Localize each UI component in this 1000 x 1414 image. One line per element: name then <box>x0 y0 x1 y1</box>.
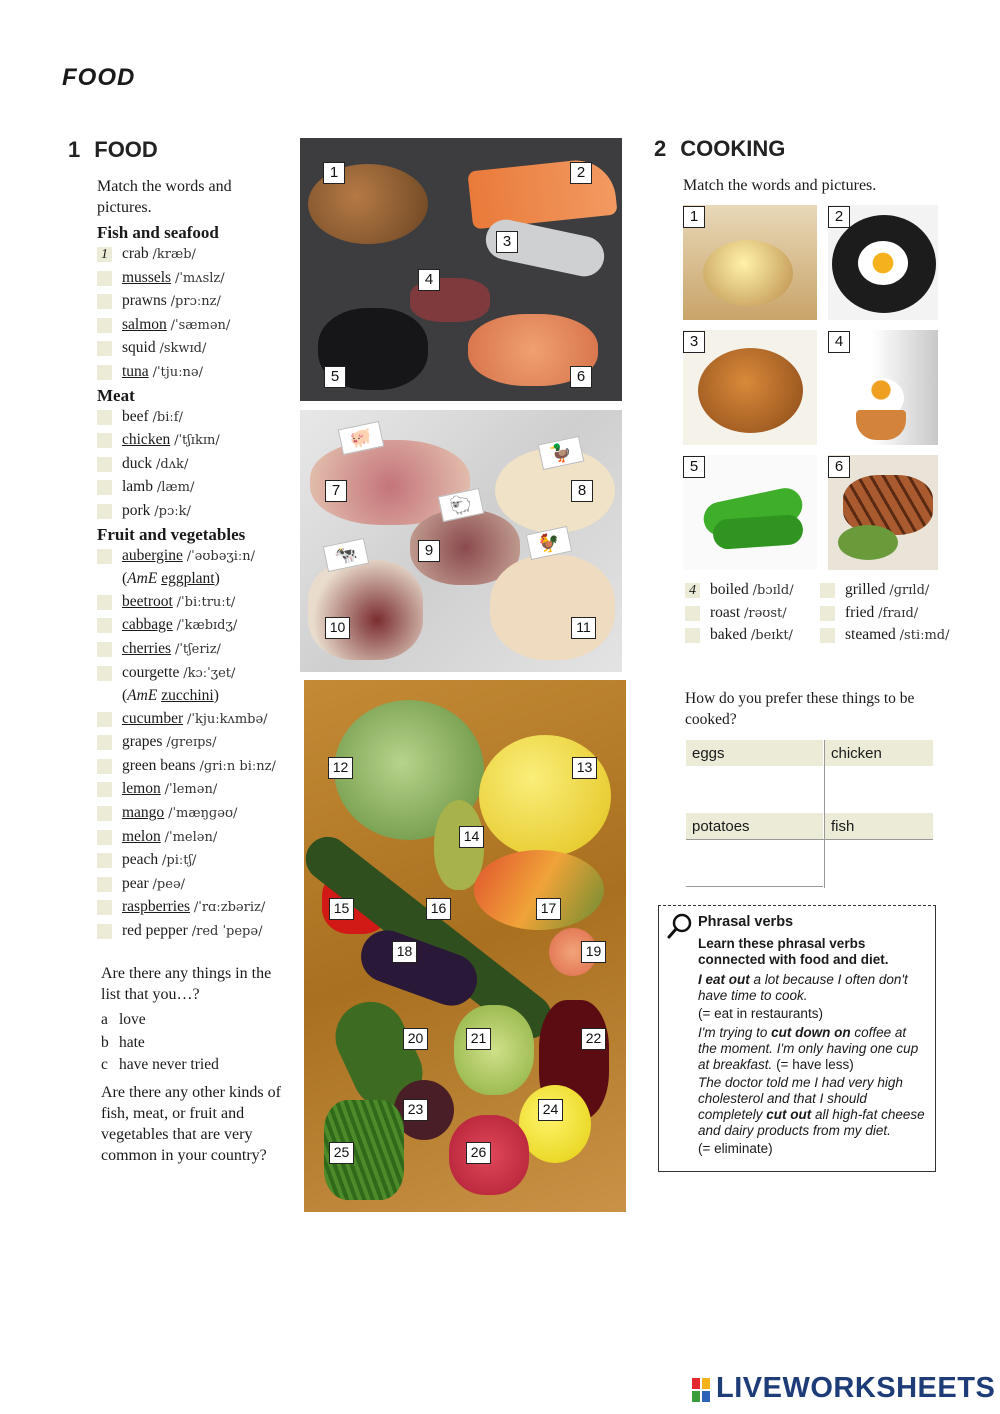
phrasal-verbs-title: Phrasal verbs <box>698 914 794 930</box>
picture-number-7: 7 <box>325 480 347 502</box>
picture-number-20: 20 <box>403 1028 428 1050</box>
answer-box[interactable] <box>97 735 112 750</box>
cow-icon: 🐄 <box>323 538 369 572</box>
salmon-shape <box>467 157 617 230</box>
pronunciation: /dʌk/ <box>156 456 189 472</box>
vocab-word: duck <box>122 454 153 472</box>
pronunciation: /ˈrɑːzbəriz/ <box>193 900 266 916</box>
pronunciation: /ˈtjuːnə/ <box>152 364 203 380</box>
list-item <box>97 638 287 662</box>
vocab-word: tuna <box>122 362 149 380</box>
answer-box[interactable] <box>97 433 112 448</box>
list-item <box>97 778 287 802</box>
list-item <box>97 920 287 944</box>
picture-number-14: 14 <box>459 826 484 848</box>
picture-number-25: 25 <box>329 1142 354 1164</box>
pronunciation: /biːf/ <box>152 409 183 425</box>
answer-box[interactable] <box>97 480 112 495</box>
questions-panel <box>101 963 291 1166</box>
cooking-word-grilled: grilled /ɡrɪld/ <box>820 579 929 603</box>
cooking-section-title: COOKING <box>680 136 786 161</box>
phrasal-example-2: I'm trying to cut down on coffee at the moment. I'm only having one cup at breakfast. (= have less) <box>698 1025 919 1072</box>
fruit-list-a <box>97 591 287 662</box>
vocab-word: lamb <box>122 478 153 496</box>
picture-number-5: 5 <box>324 366 346 388</box>
list-item: courgette /kɔːˈʒet/ (AmE zucchini) <box>97 662 297 708</box>
pronunciation: /red ˈpepə/ <box>191 924 263 940</box>
vocab-word: raspberries <box>122 898 190 916</box>
fish-list <box>97 243 287 385</box>
options-list <box>101 1009 291 1077</box>
pronunciation: /ˈtʃeriz/ <box>174 641 221 657</box>
answer-area-potatoes[interactable] <box>686 842 823 884</box>
picture-number-6: 6 <box>828 456 850 478</box>
food-section-title: FOOD <box>94 137 158 162</box>
option-b: b hate <box>101 1033 145 1051</box>
answer-box[interactable] <box>820 606 835 621</box>
picture-number-10: 10 <box>325 617 350 639</box>
list-item <box>97 849 287 873</box>
pronunciation: /prɔːnz/ <box>170 294 221 310</box>
vocab-word: beef <box>122 407 149 425</box>
list-item <box>97 476 287 500</box>
pig-icon: 🐖 <box>338 421 384 455</box>
vocab-word: salmon <box>122 315 167 333</box>
picture-number-12: 12 <box>328 757 353 779</box>
answer-box[interactable] <box>97 900 112 915</box>
answer-box[interactable] <box>97 410 112 425</box>
fish-heading: Fish and seafood <box>97 223 219 242</box>
vocab-word: pork <box>122 501 151 519</box>
list-item <box>97 243 287 267</box>
answer-box[interactable] <box>97 712 112 727</box>
list-item <box>97 873 287 897</box>
vocab-word: prawns <box>122 292 167 310</box>
option-a: a love <box>101 1011 146 1028</box>
answer-area-chicken[interactable] <box>825 770 933 810</box>
list-item <box>97 708 287 732</box>
option-c: c have never tried <box>101 1056 219 1074</box>
vocab-word: green beans <box>122 756 196 774</box>
pronunciation: /ˈkæbɪdʒ/ <box>176 618 238 634</box>
answer-box[interactable] <box>97 666 112 681</box>
answer-box[interactable] <box>97 924 112 939</box>
food-word-panel <box>97 176 287 944</box>
vocab-word: grapes <box>122 733 163 751</box>
vocab-word: mango <box>122 804 165 822</box>
chicken-icon: 🐓 <box>526 526 572 560</box>
list-item <box>97 429 287 453</box>
chicken-shape <box>490 555 615 660</box>
vocab-word: cucumber <box>122 709 184 727</box>
list-item <box>97 591 287 615</box>
question-2: Are there any other kinds of fish, meat, or fruit and vegetables that are very common in your country? <box>101 1083 281 1164</box>
pronunciation: /ˈbiːtruːt/ <box>176 594 236 610</box>
page-title: FOOD <box>62 64 136 91</box>
vocab-word: peach <box>122 851 159 869</box>
pronunciation: /ˈmæŋɡəʊ/ <box>168 806 238 822</box>
picture-number-16: 16 <box>426 898 451 920</box>
list-item <box>97 802 287 826</box>
picture-number-5: 5 <box>683 456 705 478</box>
vocab-word: squid <box>122 339 156 357</box>
list-item <box>97 267 287 291</box>
table-divider <box>686 886 823 887</box>
list-item <box>97 896 287 920</box>
vocab-word: mussels <box>122 268 172 286</box>
phrasal-verbs-box <box>658 905 936 1172</box>
pronunciation: /skwɪd/ <box>159 341 207 357</box>
picture-number-15: 15 <box>329 898 354 920</box>
roast-chicken-shape <box>698 348 803 433</box>
food-heading <box>68 137 158 163</box>
food-instruction: Match the words and pictures. <box>97 178 232 216</box>
pronunciation: /piːtʃ/ <box>162 853 197 869</box>
pronunciation: /kræb/ <box>152 247 196 262</box>
table-cell-chicken: chicken <box>825 740 933 766</box>
liveworksheets-logo-icon <box>692 1378 710 1402</box>
answer-box[interactable] <box>97 853 112 868</box>
picture-number-1: 1 <box>323 162 345 184</box>
vocab-word: cherries <box>122 639 172 657</box>
fruit-list <box>97 545 287 591</box>
picture-number-3: 3 <box>496 231 518 253</box>
answer-box[interactable] <box>97 318 112 333</box>
pea-pod-shape-2 <box>712 514 804 550</box>
picture-number-22: 22 <box>581 1028 606 1050</box>
answer-box[interactable]: 4 <box>685 583 700 598</box>
phrasal-example-1: I eat out a lot because I often don't have time to cook. <box>698 972 908 1003</box>
list-item <box>97 500 287 524</box>
duck-icon: 🦆 <box>538 436 584 470</box>
baked-potato-shape <box>703 240 793 306</box>
salad-shape <box>838 525 898 560</box>
answer-box[interactable] <box>97 457 112 472</box>
picture-number-24: 24 <box>538 1099 563 1121</box>
melon-shape <box>479 735 611 857</box>
phrasal-example-3: The doctor told me I had very high cholesterol and that I should completely cut out all high-fat cheese and dairy products from my diet. <box>698 1075 925 1138</box>
food-section-number: 1 <box>68 137 81 162</box>
pronunciation: /ɡreɪps/ <box>166 735 217 751</box>
picture-number-6: 6 <box>570 366 592 388</box>
table-cell-fish: fish <box>825 813 933 839</box>
table-cell-eggs: eggs <box>686 740 823 766</box>
cooking-word-boiled: 4 boiled /bɔɪld/ <box>685 579 794 603</box>
picture-number-18: 18 <box>392 941 417 963</box>
phrasal-meaning-2: (= have less) <box>776 1057 854 1072</box>
picture-number-2: 2 <box>828 206 850 228</box>
vocab-word: melon <box>122 827 161 845</box>
lemon-shape <box>519 1085 591 1163</box>
answer-box[interactable] <box>97 271 112 286</box>
list-item <box>97 755 287 779</box>
pronunciation: /ɡriːn biːnz/ <box>199 758 276 774</box>
cooking-word-roast: roast /rəʊst/ <box>685 602 787 626</box>
cooking-word-fried: fried /fraɪd/ <box>820 602 918 626</box>
answer-box[interactable]: 1 <box>97 247 112 262</box>
answer-box[interactable] <box>97 504 112 519</box>
answer-box[interactable] <box>97 341 112 356</box>
cooking-word-steamed: steamed /stiːmd/ <box>820 624 950 648</box>
answer-box[interactable] <box>97 830 112 845</box>
list-item <box>97 731 287 755</box>
fruit-list-b <box>97 708 287 944</box>
picture-number-3: 3 <box>683 331 705 353</box>
cooking-question: How do you prefer these things to be cooked? <box>685 690 915 728</box>
list-item: aubergine /ˈəʊbəʒiːn/ (AmE eggplant) <box>97 545 297 591</box>
picture-number-13: 13 <box>572 757 597 779</box>
list-item <box>97 290 287 314</box>
vocab-word: pear <box>122 874 149 892</box>
picture-number-11: 11 <box>571 617 596 639</box>
answer-box[interactable] <box>97 549 112 564</box>
vocab-word: beetroot <box>122 592 173 610</box>
list-item <box>97 314 287 338</box>
list-item <box>97 614 287 638</box>
list-item <box>97 826 287 850</box>
cooking-section-number: 2 <box>654 136 667 161</box>
list-item <box>97 361 287 385</box>
answer-box[interactable] <box>97 759 112 774</box>
meat-list <box>97 406 287 524</box>
picture-number-1: 1 <box>683 206 705 228</box>
answer-box[interactable] <box>97 877 112 892</box>
meat-heading: Meat <box>97 385 135 405</box>
fried-egg-shape <box>858 241 908 285</box>
answer-box[interactable] <box>97 294 112 309</box>
cooking-heading <box>654 136 785 162</box>
vocab-word: lemon <box>122 780 161 798</box>
answer-area-fish[interactable] <box>825 842 933 884</box>
answer-box[interactable] <box>97 642 112 657</box>
picture-number-23: 23 <box>403 1099 428 1121</box>
list-item <box>97 337 287 361</box>
grapes-shape <box>454 1005 534 1095</box>
phrasal-meaning-3: (= eliminate) <box>698 1141 773 1156</box>
pronunciation: /ˈlemən/ <box>164 782 218 798</box>
question-1: Are there any things in the list that you…? <box>101 965 272 1003</box>
picture-number-19: 19 <box>581 941 606 963</box>
list-item <box>97 453 287 477</box>
answer-box[interactable] <box>820 583 835 598</box>
answer-box[interactable] <box>685 628 700 643</box>
vocab-word: red pepper <box>122 922 188 940</box>
beef-shape <box>308 560 423 660</box>
answer-box[interactable] <box>97 782 112 797</box>
fruit-heading: Fruit and vegetables <box>97 524 246 544</box>
picture-number-8: 8 <box>571 480 593 502</box>
pronunciation: /peə/ <box>152 876 186 892</box>
answer-box[interactable] <box>97 595 112 610</box>
cooking-instruction: Match the words and pictures. <box>683 177 877 194</box>
answer-box[interactable] <box>820 628 835 643</box>
picture-number-26: 26 <box>466 1142 491 1164</box>
phrasal-verbs-intro: Learn these phrasal verbs connected with food and diet. <box>698 936 889 967</box>
table-divider <box>686 839 933 840</box>
picture-number-21: 21 <box>466 1028 491 1050</box>
list-item <box>97 406 287 430</box>
answer-area-eggs[interactable] <box>686 770 823 810</box>
vocab-word: crab <box>122 245 149 262</box>
egg-cup-shape <box>856 410 906 440</box>
picture-number-9: 9 <box>418 540 440 562</box>
brand-wordmark[interactable]: LIVEWORKSHEETS <box>716 1372 996 1404</box>
sheep-icon: 🐑 <box>438 488 484 522</box>
fruit-list-courgette <box>97 662 287 708</box>
pronunciation: /læm/ <box>156 480 195 496</box>
answer-box[interactable] <box>97 365 112 380</box>
pronunciation: /ˈmelən/ <box>164 829 218 845</box>
pronunciation: /ˈsæmən/ <box>170 317 231 333</box>
pronunciation: /ˈkjuːkʌmbə/ <box>186 711 268 727</box>
picture-number-4: 4 <box>418 269 440 291</box>
vocab-word: chicken <box>122 431 171 449</box>
vocab-word: cabbage <box>122 616 173 634</box>
picture-number-17: 17 <box>536 898 561 920</box>
picture-number-2: 2 <box>570 162 592 184</box>
answer-box[interactable] <box>97 618 112 633</box>
answer-box[interactable] <box>685 606 700 621</box>
picture-number-4: 4 <box>828 331 850 353</box>
pronunciation: /pɔːk/ <box>154 503 191 519</box>
pronunciation: /ˈmʌslz/ <box>174 270 225 286</box>
answer-box[interactable] <box>97 806 112 821</box>
table-cell-potatoes: potatoes <box>686 813 823 839</box>
pronunciation: /ˈtʃɪkɪn/ <box>174 433 220 449</box>
cooking-word-baked: baked /beɪkt/ <box>685 624 793 648</box>
phrasal-meaning-1: (= eat in restaurants) <box>698 1006 823 1021</box>
